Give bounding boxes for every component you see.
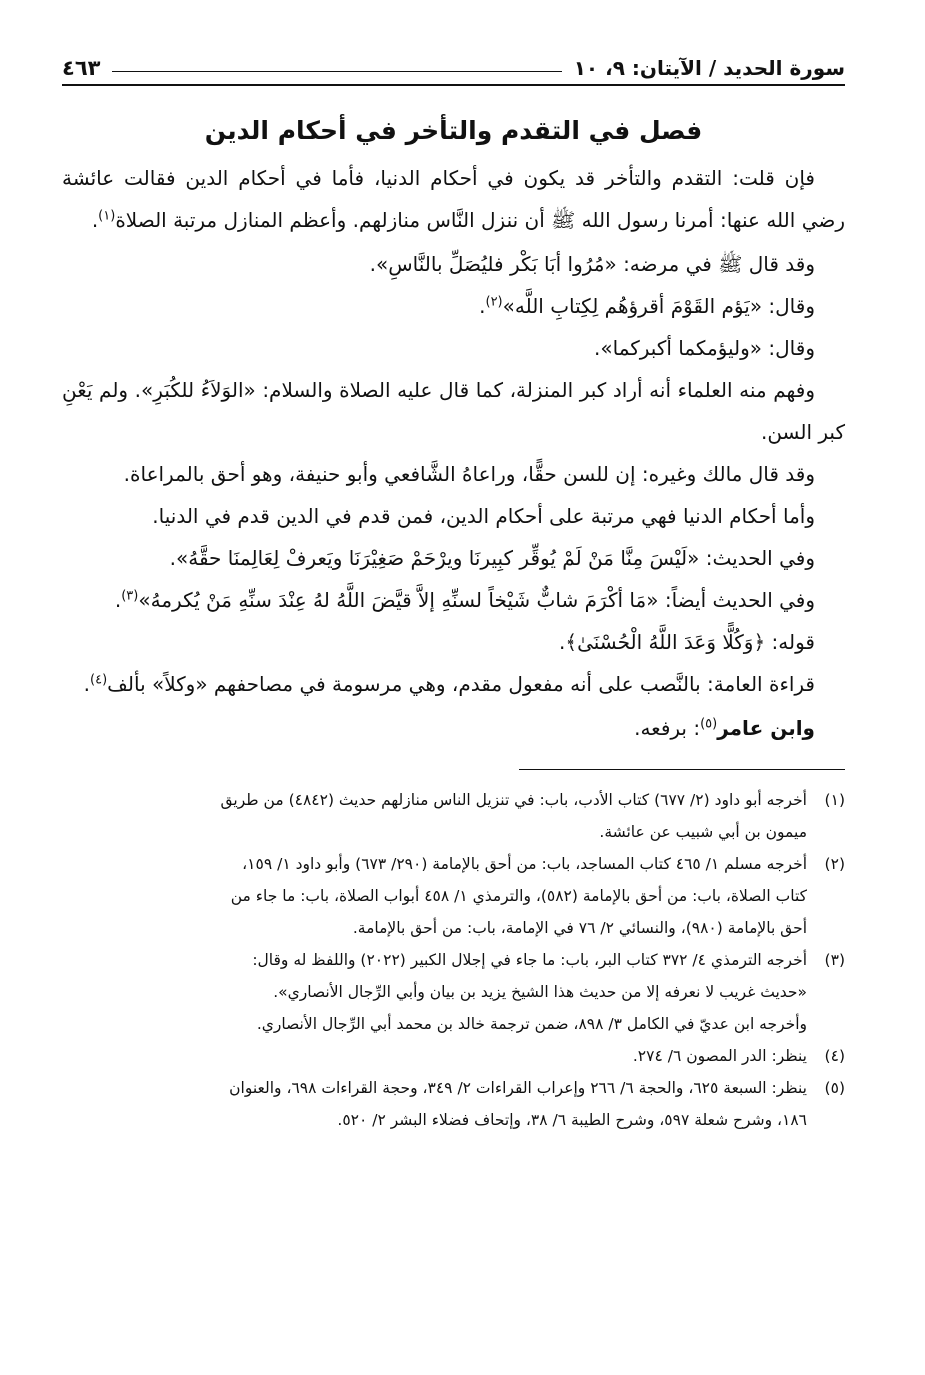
- footnote-line: كتاب الصلاة، باب: من أحق بالإمامة (٥٨٢)، والترمذي ١/ ٤٥٨ أبواب الصلاة، باب: ما جاء من: [230, 887, 807, 905]
- footnote-text: [62, 848, 807, 944]
- paragraph: [62, 243, 845, 285]
- paragraph: [62, 579, 845, 621]
- footnote-text: [62, 1072, 807, 1136]
- footnotes: [62, 784, 845, 1136]
- footnote-line: ينظر: الدر المصون ٦/ ٢٧٤.: [632, 1047, 807, 1065]
- footnote-separator: [519, 769, 845, 770]
- paragraph: [62, 495, 845, 537]
- paragraph-tail: .: [91, 208, 99, 232]
- footnote-line: أخرجه الترمذي ٤/ ٣٧٢ كتاب البر، باب: ما جاء في إجلال الكبير (٢٠٢٢) واللفظ له وقال:: [252, 951, 807, 969]
- paragraph-text: فإن قلت: التقدم والتأخر قد يكون في أحكام الدنيا، فأما في أحكام الدين فقالت عائشة رضي الله عنها: أمرنا رسول الله ﷺ أن ننزل النَّاس منازلهم. وأعظم المنازل مرتبة الصلاة: [62, 166, 845, 232]
- footnote-line: أخرجه أبو داود (٢/ ٦٧٧) كتاب الأدب، باب: في تنزيل الناس منازلهم حديث (٤٨٤٢) من طريق: [220, 791, 807, 809]
- footnote-line: «حديث غريب لا نعرفه إلا من حديث هذا الشيخ يزيد بن بيان وأبي الرِّجال الأنصاري».: [273, 983, 807, 1001]
- footnote-line: ينظر: السبعة ٦٢٥، والحجة ٦/ ٢٦٦ وإعراب القراءات ٢/ ٣٤٩، وحجة القراءات ٦٩٨، والعنوان: [229, 1079, 807, 1097]
- header-rule: [112, 71, 561, 72]
- footnote-ref: (٤): [90, 672, 108, 688]
- paragraph-text: وفهم منه العلماء أنه أراد كبر المنزلة، كما قال عليه الصلاة والسلام: «الوَلاَءُ للكُبَرِ». ولم يَعْنِ كبر السن.: [62, 378, 845, 444]
- footnote-ref: (٢): [485, 294, 503, 310]
- footnote-number: (٤): [824, 1047, 845, 1065]
- paragraph: [62, 453, 845, 495]
- paragraph: [62, 537, 845, 579]
- footnote-line: وأخرجه ابن عديّ في الكامل ٣/ ٨٩٨، ضمن ترجمة خالد بن محمد أبي الرِّجال الأنصاري.: [256, 1015, 807, 1033]
- book-page: [62, 40, 845, 1136]
- paragraph-text: وأما أحكام الدنيا فهي مرتبة على أحكام الدين، فمن قدم في الدين قدم في الدنيا.: [152, 504, 815, 528]
- paragraph: [62, 285, 845, 327]
- paragraph-tail: .: [114, 588, 122, 612]
- paragraph-tail: .: [83, 672, 91, 696]
- paragraph-text: وقد قال مالك وغيره: إن للسن حقًّا، وراعاهُ الشَّافعي وأبو حنيفة، وهو أحق بالمراعاة.: [123, 462, 815, 486]
- footnote-2: [62, 848, 845, 944]
- paragraph-text: وفي الحديث: «لَيْسَ مِنَّا مَنْ لَمْ يُوقِّر كبِيرنَا ويرْحَمْ صَغِيْرَنَا ويَعرفْ لِعَالِمنَا حقَّهُ».: [169, 546, 815, 570]
- footnote-line: أخرجه مسلم ١/ ٤٦٥ كتاب المساجد، باب: من أحق بالإمامة (٢٩٠/ ٦٧٣) وأبو داود ١/ ١٥٩،: [242, 855, 807, 873]
- section-title: فصل في التقدم والتأخر في أحكام الدين: [204, 116, 703, 145]
- reader-name: وابن عامر: [717, 716, 815, 740]
- paragraph: [62, 663, 845, 705]
- paragraph-tail: .: [479, 294, 486, 318]
- footnote-ref: (١): [98, 208, 116, 224]
- running-title: سورة الحديد / الآيتان: ٩، ١٠: [573, 56, 845, 80]
- paragraph: [62, 327, 845, 369]
- footnote-text: [62, 784, 807, 848]
- paragraph-text: وقد قال ﷺ في مرضه: «مُرُوا أبَا بَكْر فليُصَلِّ بالنَّاسِ».: [369, 252, 815, 276]
- footnote-line: ١٨٦، وشرح شعلة ٥٩٧، وشرح الطيبة ٦/ ٣٨، وإتحاف فضلاء البشر ٢/ ٥٢٠.: [337, 1111, 807, 1129]
- running-header: [62, 40, 845, 86]
- footnote-4: [62, 1040, 845, 1072]
- paragraph-text: قراءة العامة: بالنَّصب على أنه مفعول مقدم، وهي مرسومة في مصاحفهم «وكلاً» بألف: [107, 672, 815, 696]
- footnote-1: [62, 784, 845, 848]
- footnote-text: [62, 944, 807, 1040]
- footnote-ref: (٣): [121, 588, 139, 604]
- paragraph: [62, 157, 845, 241]
- page-number: ٤٦٣: [62, 56, 101, 80]
- footnote-text: [62, 1040, 807, 1072]
- paragraph-text: وقال: «يَؤم القَوْمَ أقرؤهُم لِكِتابِ اللَّه»: [502, 294, 815, 318]
- footnote-ref: (٥): [700, 716, 718, 732]
- paragraph: [62, 369, 845, 453]
- main-text: [62, 157, 845, 749]
- footnote-line: ميمون بن أبي شبيب عن عائشة.: [599, 823, 807, 841]
- footnote-5: [62, 1072, 845, 1136]
- paragraph-text: : برفعه.: [634, 716, 701, 740]
- footnote-3: [62, 944, 845, 1040]
- footnote-number: (٥): [824, 1079, 845, 1097]
- footnote-number: (١): [824, 791, 845, 809]
- footnote-number: (٣): [824, 951, 845, 969]
- footnote-number: (٢): [824, 855, 845, 873]
- footnote-line: أحق بالإمامة (٩٨٠)، والنسائي ٢/ ٧٦ في الإمامة، باب: من أحق بالإمامة.: [352, 919, 807, 937]
- paragraph-text: وفي الحديث أيضاً: «مَا أكْرَمَ شابٌّ شَيْخاً لسنِّهِ إلاَّ قيَّضَ اللَّهُ لهُ عِنْدَ سنِّهِ مَنْ يُكرمهُ»: [138, 588, 815, 612]
- paragraph: [62, 621, 845, 663]
- paragraph-text: وقال: «وليؤمكما أكبركما».: [594, 336, 815, 360]
- paragraph-text: قوله: ﴿وَكُلًّا وَعَدَ اللَّهُ الْحُسْنَىٰ﴾.: [559, 630, 815, 654]
- paragraph: [62, 707, 845, 749]
